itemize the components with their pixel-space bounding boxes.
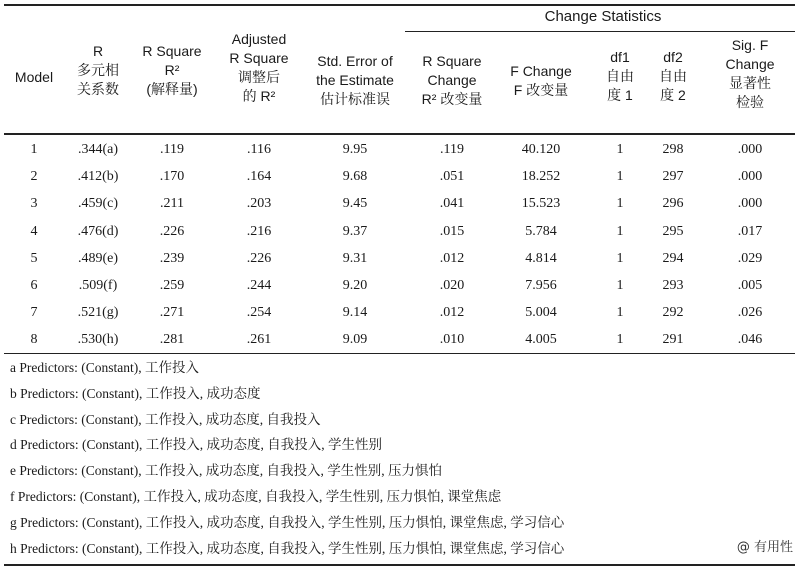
header-f-change (496, 62, 586, 100)
cell-df2: 291 (662, 332, 684, 348)
cell-r-square: .259 (159, 278, 185, 293)
header-line: Change (725, 56, 775, 72)
cell-std-error: 9.20 (342, 278, 368, 293)
cell-r-square-change: .015 (439, 223, 465, 239)
cell-sig-f-change: .000 (737, 142, 763, 157)
header-line: (解释量) (146, 81, 198, 97)
header-df1 (595, 48, 645, 105)
cell-r-square-change: .012 (439, 305, 465, 321)
cell-r-square: .239 (159, 250, 185, 266)
header-line: R Square (229, 50, 289, 66)
header-line: 多元相 (77, 62, 119, 78)
header-line: R Square (142, 43, 202, 59)
table-row (0, 138, 801, 162)
header-line: Std. Error of (317, 53, 393, 69)
footnote-item: f Predictors: (Constant), 工作投入, 成功态度, 自我投入, 学生性别, 压力惧怕, 课堂焦虑 (10, 489, 502, 504)
cell-r: .476(d) (77, 223, 119, 239)
table-row (0, 247, 801, 271)
change-statistics-rule (405, 31, 795, 32)
header-std-error (303, 52, 407, 109)
cell-std-error: 9.95 (342, 142, 368, 157)
cell-model: 6 (30, 278, 38, 293)
cell-df2: 298 (662, 142, 684, 157)
cell-sig-f-change: .029 (737, 250, 763, 266)
cell-r-square-change: .012 (439, 250, 465, 266)
cell-sig-f-change: .005 (737, 278, 763, 293)
cell-std-error: 9.09 (342, 332, 368, 348)
footnote-item: h Predictors: (Constant), 工作投入, 成功态度, 自我投入, 学生性别, 压力惧怕, 课堂焦虑, 学习信心 (10, 540, 565, 556)
cell-df1: 1 (616, 169, 624, 185)
footnote-item: e Predictors: (Constant), 工作投入, 成功态度, 自我投入, 学生性别, 压力惧怕 (10, 463, 442, 479)
bottom-rule (4, 564, 795, 566)
header-line: 度 1 (607, 87, 633, 103)
cell-std-error: 9.45 (342, 196, 368, 212)
header-line: Adjusted (231, 31, 287, 47)
cell-r: .521(g) (77, 305, 119, 321)
header-line: R Square (422, 53, 482, 69)
cell-df2: 293 (662, 278, 684, 293)
table-row (0, 192, 801, 216)
header-bottom-rule (4, 133, 795, 135)
header-df2 (648, 48, 698, 105)
cell-df2: 295 (662, 223, 684, 239)
cell-r: .489(e) (77, 250, 119, 266)
header-line: df2 (663, 49, 683, 65)
header-line: 检验 (736, 94, 764, 110)
cell-f-change: 15.523 (521, 196, 561, 212)
cell-adj-r-square: .164 (246, 169, 272, 185)
footnote-item: a Predictors: (Constant), 工作投入 (10, 360, 199, 375)
header-line: F 改变量 (513, 82, 569, 98)
cell-r-square: .281 (159, 332, 185, 348)
cell-r: .459(c) (77, 196, 119, 212)
header-line: 自由 (606, 68, 634, 84)
cell-df1: 1 (616, 305, 624, 321)
header-r (63, 42, 133, 99)
cell-model: 3 (30, 196, 38, 212)
header-sig-f-change (715, 36, 785, 112)
cell-df2: 292 (662, 305, 684, 321)
header-line: 调整后 (238, 69, 280, 85)
cell-sig-f-change: .000 (737, 196, 763, 212)
table-row (0, 274, 801, 298)
cell-df1: 1 (616, 250, 624, 266)
cell-df1: 1 (616, 142, 624, 157)
cell-f-change: 5.004 (525, 305, 557, 321)
cell-df2: 297 (662, 169, 684, 185)
change-statistics-title: Change Statistics (544, 8, 662, 25)
cell-df2: 296 (662, 196, 684, 212)
cell-std-error: 9.14 (342, 305, 368, 321)
header-line: R (92, 43, 104, 59)
cell-std-error: 9.68 (342, 169, 368, 185)
header-line: 关系数 (77, 81, 119, 97)
footnote-item: d Predictors: (Constant), 工作投入, 成功态度, 自我投入, 学生性别 (10, 437, 382, 453)
cell-model: 2 (30, 169, 38, 185)
cell-r-square-change: .041 (439, 196, 465, 212)
cell-adj-r-square: .116 (247, 142, 271, 157)
header-line: the Estimate (316, 72, 394, 88)
header-line: 度 2 (660, 87, 686, 103)
cell-model: 1 (30, 142, 38, 157)
table-row (0, 301, 801, 325)
header-line: R² (164, 62, 180, 78)
cell-adj-r-square: .244 (246, 278, 272, 293)
cell-r-square: .226 (159, 223, 185, 239)
cell-r: .412(b) (77, 169, 119, 185)
header-line: R² 改变量 (421, 91, 483, 107)
cell-df2: 294 (662, 250, 684, 266)
cell-sig-f-change: .046 (737, 332, 763, 348)
cell-r-square: .271 (159, 305, 185, 321)
cell-f-change: 4.005 (525, 332, 557, 348)
cell-df1: 1 (616, 196, 624, 212)
cell-std-error: 9.31 (342, 250, 368, 266)
cell-f-change: 18.252 (521, 169, 561, 185)
header-adj-r-square (215, 30, 303, 106)
cell-r-square-change: .119 (440, 142, 464, 157)
cell-adj-r-square: .254 (246, 305, 272, 321)
cell-sig-f-change: .017 (737, 223, 763, 239)
cell-f-change: 5.784 (525, 223, 557, 239)
cell-adj-r-square: .216 (246, 223, 272, 239)
cell-r-square-change: .010 (439, 332, 465, 348)
cell-r-square: .211 (160, 196, 184, 212)
table-bottom-rule (4, 353, 795, 354)
header-model (3, 68, 65, 87)
header-line: 的 R² (242, 88, 276, 104)
cell-df1: 1 (616, 223, 624, 239)
cell-model: 4 (30, 223, 38, 239)
top-rule (4, 4, 795, 6)
cell-f-change: 7.956 (525, 278, 557, 293)
cell-df1: 1 (616, 278, 624, 293)
header-line: Change (427, 72, 477, 88)
header-r-square-change (406, 52, 498, 109)
cell-model: 8 (30, 332, 38, 348)
cell-f-change: 4.814 (525, 250, 557, 266)
footnote-item: b Predictors: (Constant), 工作投入, 成功态度 (10, 385, 261, 401)
cell-r-square: .170 (159, 169, 185, 185)
footnote-item: c Predictors: (Constant), 工作投入, 成功态度, 自我投入 (10, 411, 321, 427)
cell-model: 5 (30, 250, 38, 266)
header-line: 自由 (659, 68, 687, 84)
cell-sig-f-change: .000 (737, 169, 763, 185)
table-row (0, 220, 801, 244)
footnote-item: g Predictors: (Constant), 工作投入, 成功态度, 自我投入, 学生性别, 压力惧怕, 课堂焦虑, 学习信心 (10, 514, 565, 530)
cell-adj-r-square: .203 (246, 196, 272, 212)
cell-r-square-change: .020 (439, 278, 465, 293)
cell-model: 7 (30, 305, 38, 321)
table-row (0, 328, 801, 352)
cell-r: .530(h) (77, 332, 119, 348)
watermark: @ 有用性 (736, 540, 793, 555)
cell-adj-r-square: .261 (246, 332, 272, 348)
cell-f-change: 40.120 (521, 142, 561, 157)
header-r-square (130, 42, 214, 99)
header-line: F Change (510, 63, 572, 79)
cell-r: .509(f) (78, 278, 118, 293)
header-line: df1 (610, 49, 630, 65)
cell-df1: 1 (616, 332, 624, 348)
cell-r-square: .119 (160, 142, 184, 157)
header-line: Sig. F (731, 37, 769, 53)
header-line: 估计标准误 (320, 91, 390, 107)
cell-std-error: 9.37 (342, 223, 368, 239)
header-line: 显著性 (729, 75, 771, 91)
table-row (0, 165, 801, 189)
cell-r: .344(a) (77, 142, 119, 157)
cell-sig-f-change: .026 (737, 305, 763, 321)
cell-adj-r-square: .226 (246, 250, 272, 266)
cell-r-square-change: .051 (439, 169, 465, 185)
header-line: Model (14, 69, 54, 85)
